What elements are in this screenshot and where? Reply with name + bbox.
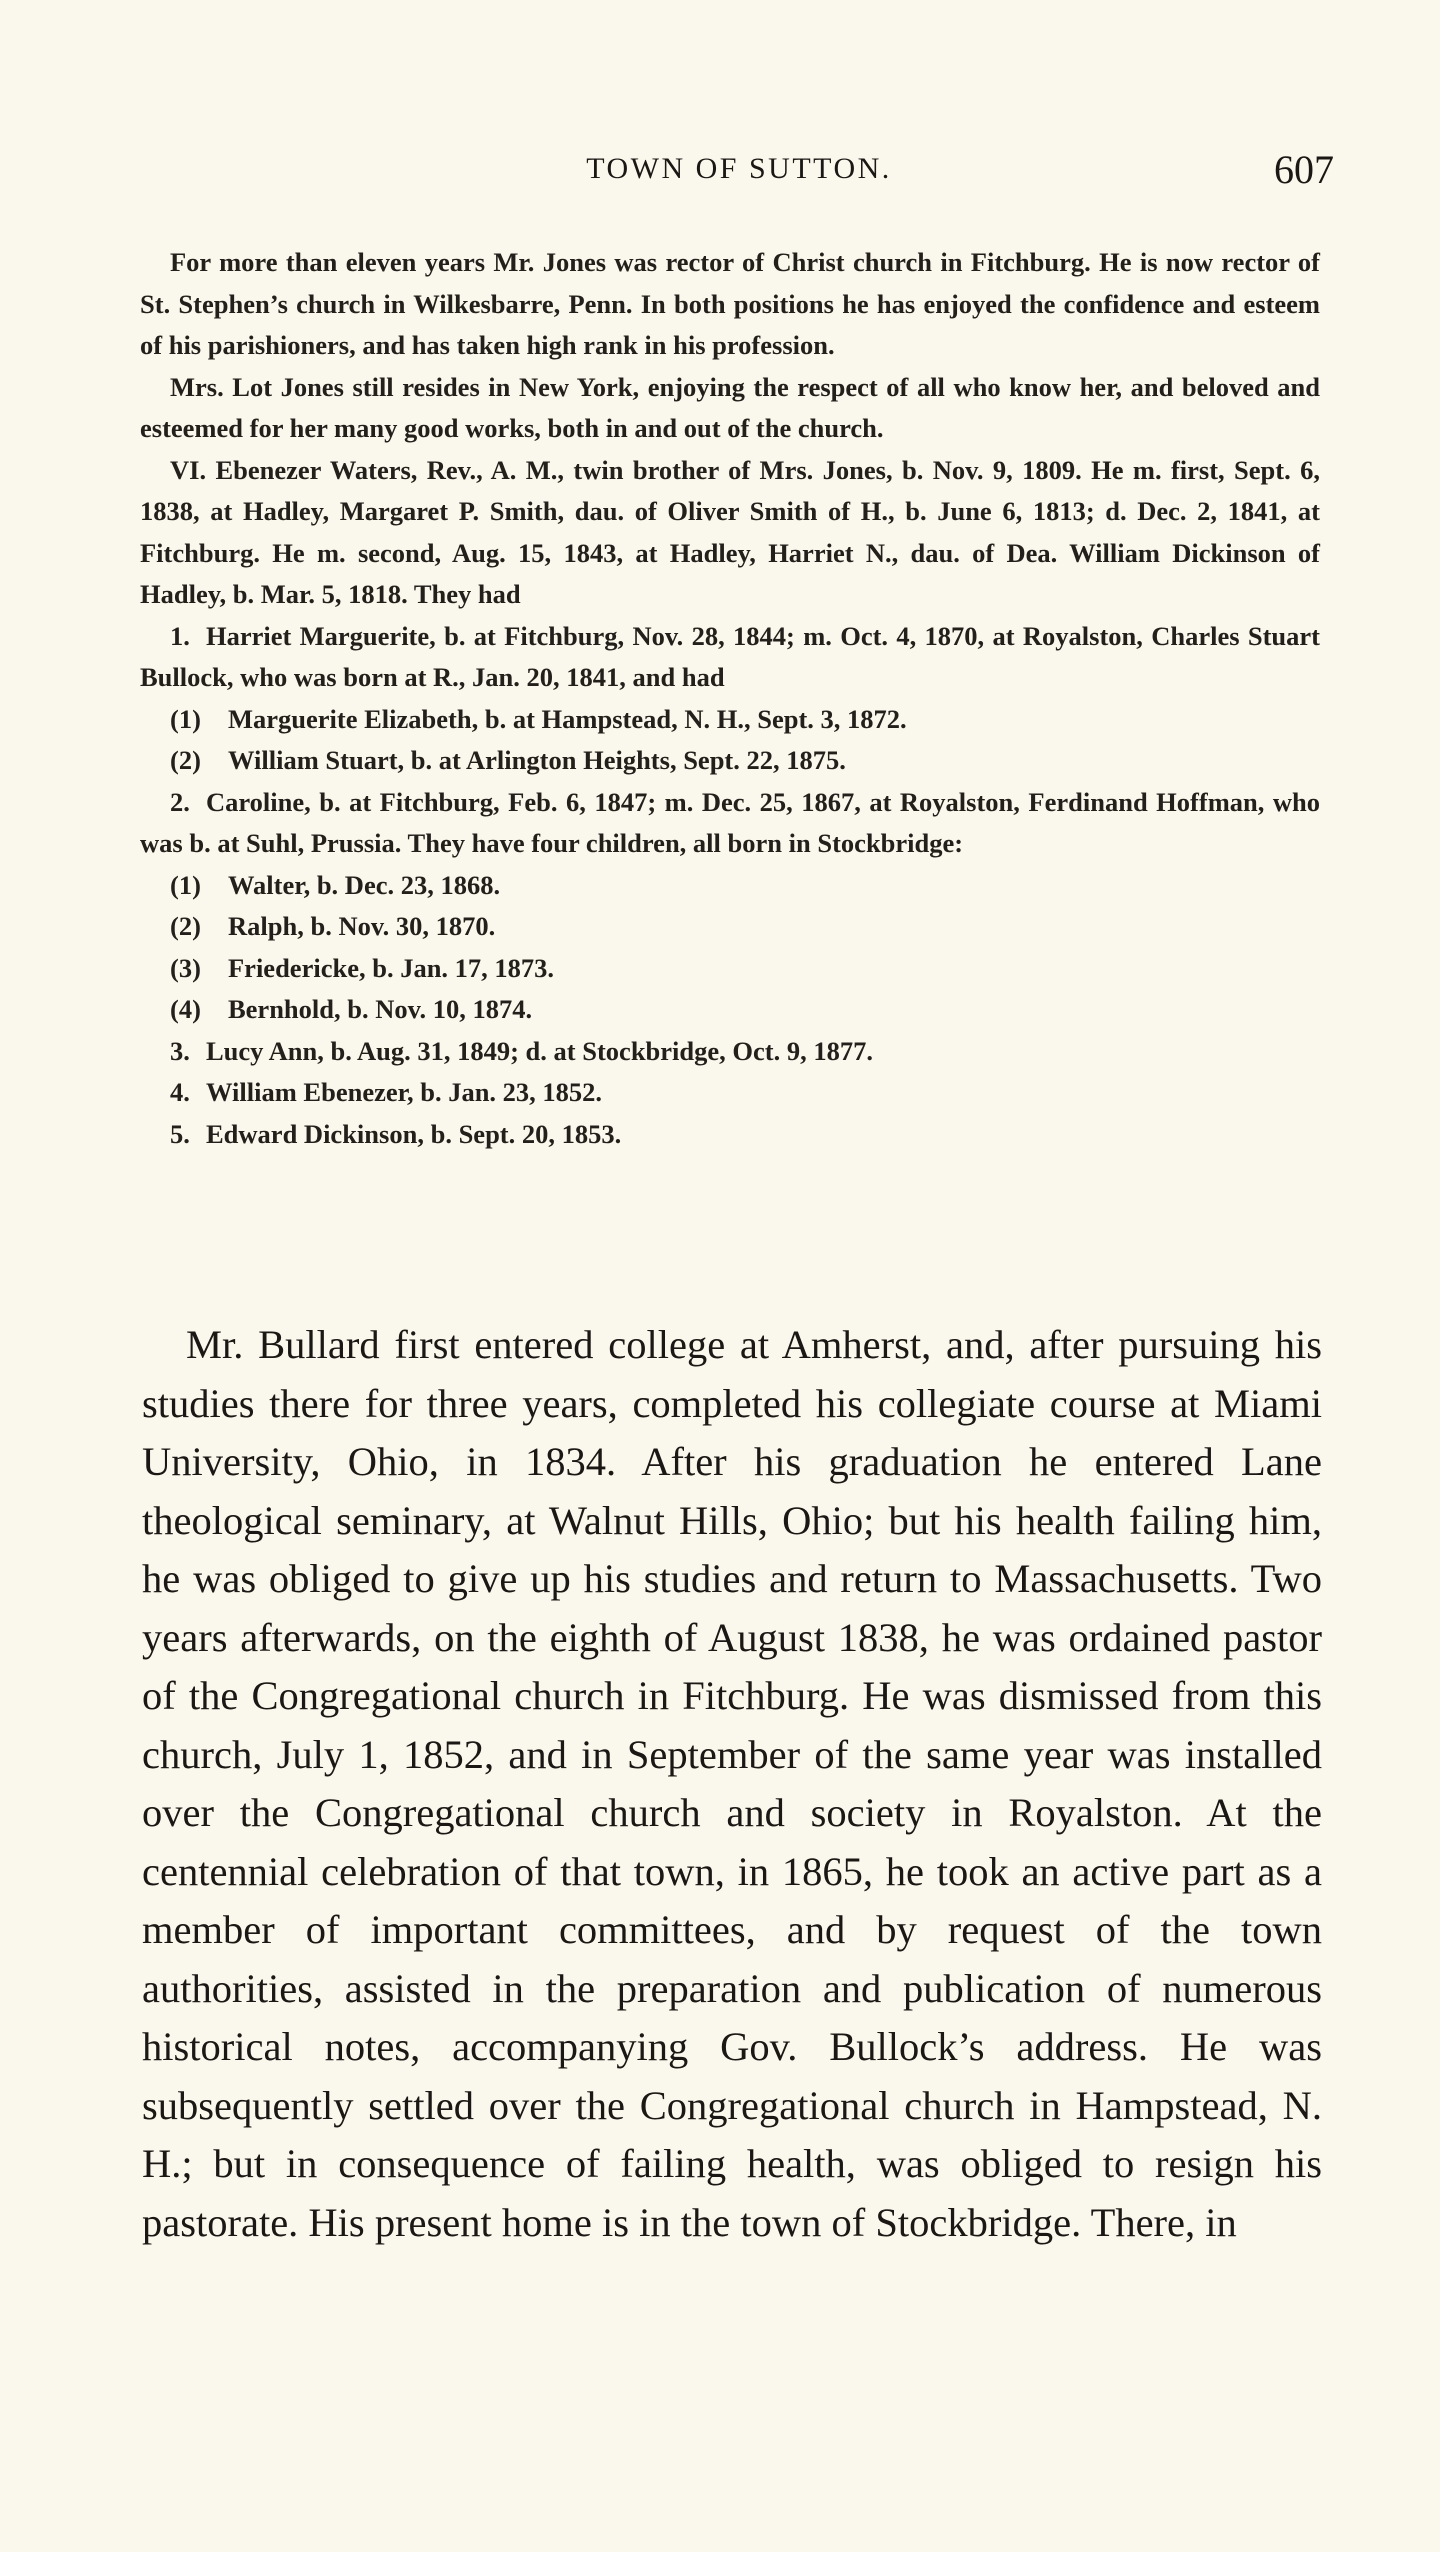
entry-number: (2): [170, 911, 201, 941]
page-number: 607: [1274, 147, 1334, 192]
entry-text: William Stuart, b. at Arlington Heights, Sept. 22, 1875.: [228, 745, 846, 775]
entry-number: (4): [170, 994, 201, 1024]
body-paragraph: Mr. Bullard first entered college at Amherst, and, after pursuing his studies there for three years, completed his collegiate course at Miami University, Ohio, in 1834. After his graduation he entered Lane theological seminary, at Walnut Hills, Ohio; but his health failing him, he was obliged to give up his studies and return to Massachusetts. Two years afterwards, on the eighth of August 1838, he was ordained pastor of the Congregational church in Fitchburg. He was dismissed from this church, July 1, 1852, and in September of the same year was installed over the Congregational church and society in Royalston. At the centennial celebration of that town, in 1865, he took an active part as a member of important committees, and by request of the town authorities, assisted in the preparation and publication of numerous historical notes, accompanying Gov. Bullock’s address. He was subsequently settled over the Congregational church in Hampstead, N. H.; but in consequence of failing health, was obliged to resign his pastorate. His present home is in the town of Stockbridge. There, in: [142, 1322, 1322, 2245]
entry-text: William Ebenezer, b. Jan. 23, 1852.: [206, 1077, 603, 1107]
entry-text: Harriet Marguerite, b. at Fitchburg, Nov. 28, 1844; m. Oct. 4, 1870, at Royalston, Charles Stuart Bullock, who was born at R., Jan. 20, 1841, and had: [140, 620, 1320, 692]
running-title: TOWN OF SUTTON.: [586, 152, 892, 185]
entry-number: (1): [170, 869, 201, 900]
running-head: [144, 146, 1334, 202]
grandchild-entry: [140, 989, 1320, 1031]
grandchild-entry: [140, 740, 1320, 782]
notes-paragraph: For more than eleven years Mr. Jones was rector of Christ church in Fitchburg. He is now rector of St. Stephen’s church in Wilkesbarre, Penn. In both positions he has enjoyed the confidence and esteem of his parishioners, and has taken high rank in his profession.: [140, 247, 1320, 360]
entry-text: Ralph, b. Nov. 30, 1870.: [228, 911, 496, 941]
grandchild-entry: [140, 948, 1320, 990]
entry-number: (1): [170, 703, 201, 734]
entry-number: 5.: [170, 1118, 190, 1149]
entry-number: 3.: [170, 1035, 190, 1066]
grandchild-entry: [140, 906, 1320, 948]
entry-number: 2.: [170, 786, 190, 817]
main-body: [142, 1316, 1322, 2252]
entry-text: Edward Dickinson, b. Sept. 20, 1853.: [206, 1118, 622, 1149]
grandchild-entry: [140, 699, 1320, 741]
genealogy-notes: [140, 242, 1320, 1155]
child-entry: [140, 1031, 1320, 1073]
entry-text: Lucy Ann, b. Aug. 31, 1849; d. at Stockbridge, Oct. 9, 1877.: [206, 1035, 873, 1066]
child-entry: [140, 1114, 1320, 1156]
notes-paragraph: Mrs. Lot Jones still resides in New York, enjoying the respect of all who know her, and beloved and esteemed for her many good works, both in and out of the church.: [140, 371, 1320, 443]
entry-number: 4.: [170, 1077, 190, 1107]
entry-text: Friedericke, b. Jan. 17, 1873.: [228, 952, 555, 983]
entry-text: Bernhold, b. Nov. 10, 1874.: [228, 994, 533, 1024]
entry-text: Caroline, b. at Fitchburg, Feb. 6, 1847; m. Dec. 25, 1867, at Royalston, Ferdinand Hoffman, who was b. at Suhl, Prussia. They have four children, all born in Stockbridge:: [140, 786, 1320, 858]
child-entry: [140, 616, 1320, 699]
child-entry: [140, 1072, 1320, 1114]
notes-paragraph: VI. Ebenezer Waters, Rev., A. M., twin brother of Mrs. Jones, b. Nov. 9, 1809. He m. first, Sept. 6, 1838, at Hadley, Margaret P. Smith, dau. of Oliver Smith of H., b. June 6, 1813; d. Dec. 2, 1841, at Fitchburg. He m. second, Aug. 15, 1843, at Hadley, Harriet N., dau. of Dea. William Dickinson of Hadley, b. Mar. 5, 1818. They had: [140, 454, 1320, 609]
entry-number: (3): [170, 952, 201, 983]
grandchild-entry: [140, 865, 1320, 907]
entry-number: 1.: [170, 620, 190, 651]
entry-text: Walter, b. Dec. 23, 1868.: [228, 869, 501, 900]
entry-text: Marguerite Elizabeth, b. at Hampstead, N. H., Sept. 3, 1872.: [228, 703, 907, 734]
child-entry: [140, 782, 1320, 865]
entry-number: (2): [170, 745, 201, 775]
